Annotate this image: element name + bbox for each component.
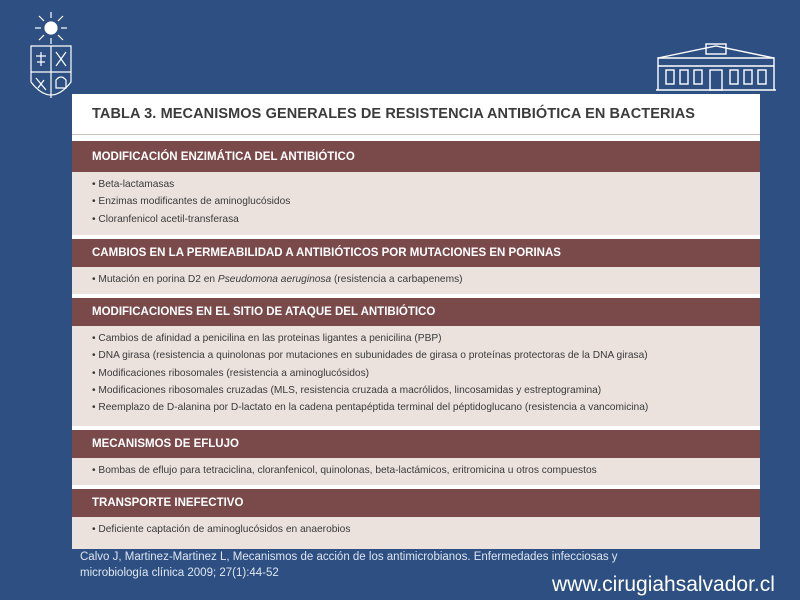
- item-prefix: • Mutación en porina D2 en: [92, 274, 218, 285]
- item-species-italic: Pseudomona aeruginosa: [217, 274, 332, 285]
- resistance-mechanisms-table: [72, 94, 760, 545]
- item-suffix: (resistencia a carbapenems): [331, 274, 463, 285]
- list-item: • Cloranfenicol acetil-transferasa: [92, 213, 239, 225]
- list-item: • Reemplazo de D-alanina por D-lactato en la cadena pentapéptida terminal del péptidoglucano (resistencia a vancomicina): [92, 402, 649, 414]
- section-body-efflux: [72, 458, 760, 485]
- section-header-enzymatic: MODIFICACIÓN ENZIMÁTICA DEL ANTIBIÓTICO: [72, 141, 760, 172]
- list-item: • Deficiente captación de aminoglucósidos en anaerobios: [92, 524, 351, 535]
- table-title-bar: [72, 94, 760, 135]
- list-item: • Beta-lactamasas: [92, 179, 175, 190]
- section-header-transport: TRANSPORTE INEFECTIVO: [72, 489, 760, 517]
- citation-line: microbiología clínica 2009; 27(1):44-52: [80, 567, 279, 579]
- section-body-permeability: [72, 267, 760, 294]
- section-header-efflux: MECANISMOS DE EFLUJO: [72, 430, 760, 458]
- list-item: • DNA girasa (resistencia a quinolonas por mutaciones en subunidades de girasa o proteínas protectoras de la DNA girasa): [92, 350, 648, 362]
- section-header-permeability: CAMBIOS EN LA PERMEABILIDAD A ANTIBIÓTICOS POR MUTACIONES EN PORINAS: [72, 239, 760, 267]
- section-header-target-site: MODIFICACIONES EN EL SITIO DE ATAQUE DEL ANTIBIÓTICO: [72, 298, 760, 326]
- list-item: • Modificaciones ribosomales (resistencia a aminoglucósidos): [92, 367, 370, 379]
- section-body-transport: [72, 517, 760, 549]
- list-item: • Bombas de eflujo para tetraciclina, cloranfenicol, quinolonas, beta-lactámicos, eritromicina u otros compuestos: [92, 465, 597, 476]
- hospital-building-logo: [654, 40, 778, 92]
- list-item: • Enzimas modificantes de aminoglucósidos: [92, 196, 291, 208]
- list-item: [92, 271, 760, 288]
- citation-line: Calvo J, Martinez-Martinez L, Mecanismos de acción de los antimicrobianos. Enfermedades infecciosas y: [80, 551, 618, 563]
- table-title: TABLA 3. MECANISMOS GENERALES DE RESISTENCIA ANTIBIÓTICA EN BACTERIAS: [92, 106, 696, 122]
- list-item: • Modificaciones ribosomales cruzadas (MLS, resistencia cruzada a macrólidos, lincosamidas y estreptogramina): [92, 384, 602, 396]
- list-item: • Cambios de afinidad a penicilina en las proteinas ligantes a penicilina (PBP): [92, 333, 442, 344]
- section-body-enzymatic: [72, 172, 760, 235]
- section-body-target-site: [72, 326, 760, 426]
- university-crest-logo: [26, 10, 76, 110]
- website-url: www.cirugiahsalvador.cl: [552, 573, 775, 596]
